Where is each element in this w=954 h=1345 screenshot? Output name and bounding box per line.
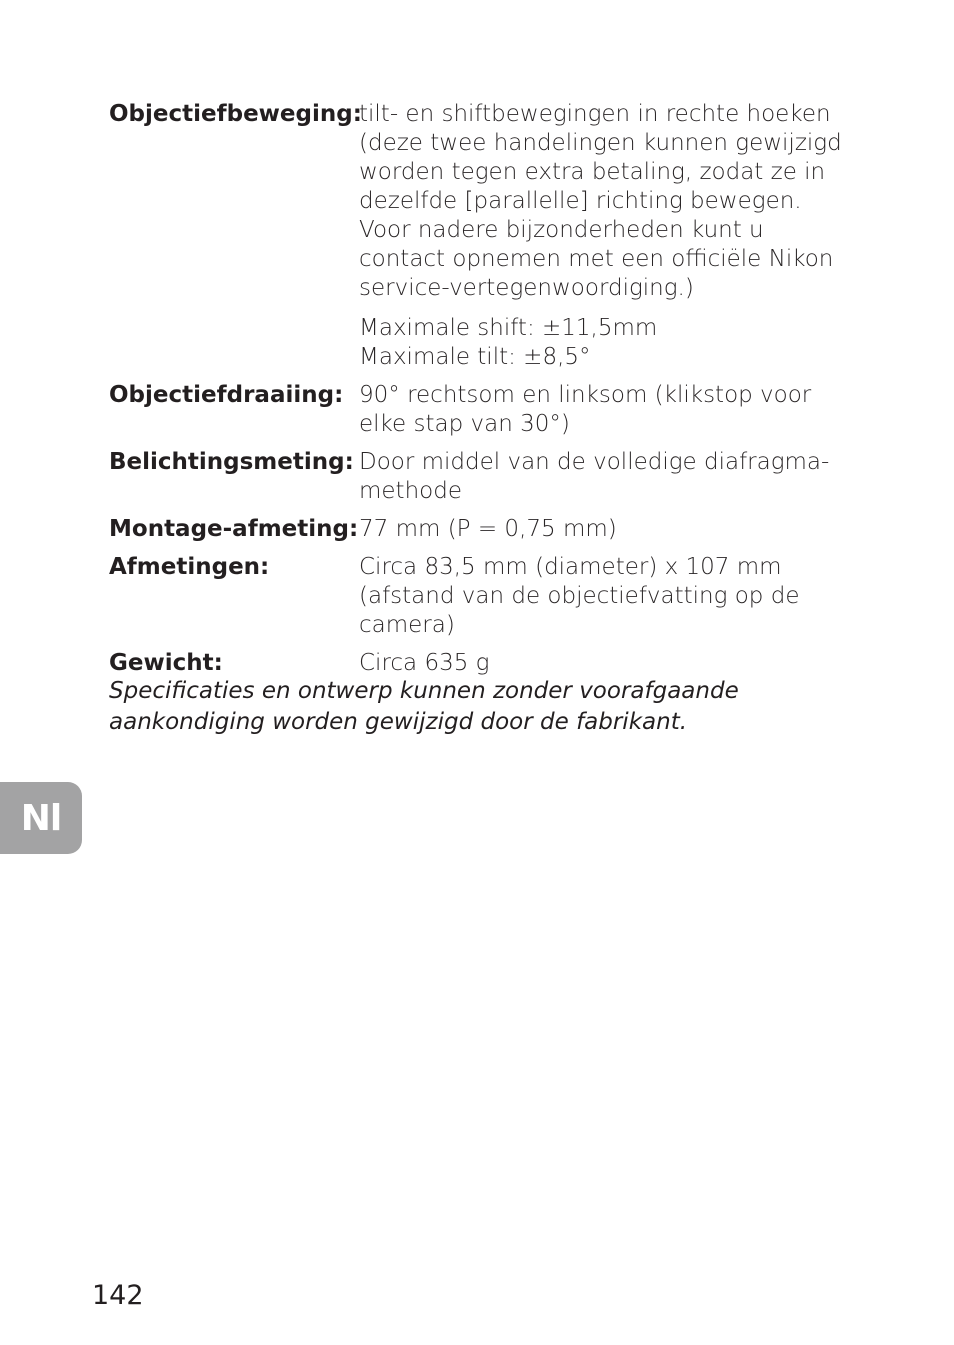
- spec-row-objectiefbeweging: [109, 100, 849, 372]
- spec-value-line: Circa 83,5 mm (diameter) x 107 mm (afstand van de objectiefvatting op de camera): [359, 554, 800, 638]
- spec-value: [359, 553, 849, 640]
- spec-value-line: Circa 635 g: [359, 650, 490, 676]
- disclaimer-note: Specificaties en ontwerp kunnen zonder voorafgaande aankondiging worden gewijzigd door de fabrikant.: [109, 678, 739, 735]
- page-number: 142: [92, 1280, 144, 1311]
- spec-value-line: 90° rechtsom en linksom (klikstop voor elke stap van 30°): [359, 382, 812, 437]
- spec-label: Afmetingen:: [109, 554, 270, 580]
- spec-row-montage-afmeting: [109, 515, 849, 544]
- spec-value-line: Maximale shift: ±11,5mm Maximale tilt: ±8,5°: [359, 315, 658, 370]
- spec-label: Gewicht:: [109, 650, 223, 676]
- spec-row-objectiefdraaiing: [109, 381, 849, 439]
- spec-label: Objectiefbeweging:: [109, 101, 362, 127]
- spec-value: [359, 381, 849, 439]
- spec-value: [359, 515, 849, 544]
- language-tab: [0, 782, 82, 854]
- spec-row-belichtingsmeting: [109, 448, 849, 506]
- spec-value-line: Door middel van de volledige diafragma-methode: [359, 449, 830, 504]
- specifications-table: [109, 100, 849, 687]
- spec-value: [359, 649, 849, 678]
- language-tab-label: Nl: [20, 797, 62, 839]
- spec-row-afmetingen: [109, 553, 849, 640]
- spec-value: [359, 448, 849, 506]
- spec-value: [359, 100, 849, 372]
- spec-value-line: tilt- en shiftbewegingen in rechte hoeken (deze twee handelingen kunnen gewijzigd worden tegen extra betaling, zodat ze in dezelfde [parallelle] richting bewegen. Voor nadere bijzonderheden kunt u contact opnemen met een officiële Nikon service-vertegenwoordiging.): [359, 101, 842, 301]
- spec-label: Belichtingsmeting:: [109, 449, 354, 475]
- spec-label: Montage-afmeting:: [109, 516, 359, 542]
- spec-value-line: 77 mm (P = 0,75 mm): [359, 516, 617, 542]
- spec-row-gewicht: [109, 649, 849, 678]
- spec-label: Objectiefdraaiing:: [109, 382, 344, 408]
